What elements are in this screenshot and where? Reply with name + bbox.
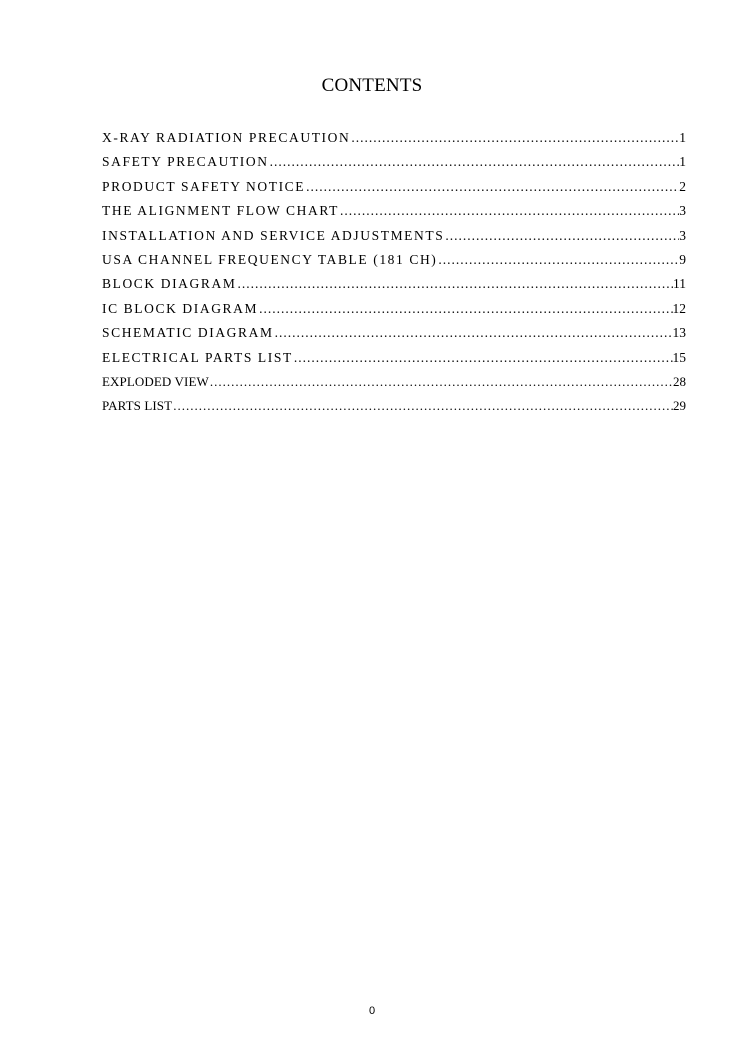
toc-entry-xray-radiation-precaution[interactable]	[102, 126, 686, 150]
dot-leader	[293, 346, 673, 370]
toc-entry-parts-list[interactable]	[102, 394, 686, 418]
toc-entry-block-diagram[interactable]	[102, 272, 686, 296]
toc-entry-page: 1	[679, 130, 686, 145]
toc-entry-label: USA CHANNEL FREQUENCY TABLE (181 CH)	[102, 251, 438, 267]
toc-entry-label: PARTS LIST	[102, 398, 173, 414]
toc-entry-page: 28	[673, 373, 686, 389]
toc-entry-alignment-flow-chart[interactable]	[102, 199, 686, 223]
footer-page-number: 0	[368, 1005, 376, 1017]
page-title: CONTENTS	[321, 75, 423, 96]
dot-leader	[269, 150, 680, 174]
toc-entry-safety-precaution[interactable]	[102, 150, 686, 174]
toc-entry-page: 2	[679, 178, 686, 194]
toc-entry-page: 1	[679, 154, 686, 170]
toc-entry-label: BLOCK DIAGRAM	[102, 276, 237, 292]
toc-entry-label: SAFETY PRECAUTION	[102, 154, 269, 170]
dot-leader	[274, 321, 673, 345]
dot-leader	[339, 199, 679, 223]
toc-entry-label: EXPLODED VIEW	[102, 373, 209, 389]
toc-entry-label: PRODUCT SAFETY NOTICE	[102, 178, 306, 194]
toc-entry-page: 3	[679, 203, 686, 219]
toc-entry-label: X-RAY RADIATION PRECAUTION	[102, 130, 351, 145]
toc-entry-schematic-diagram[interactable]	[102, 321, 686, 345]
toc-entry-page: 13	[672, 325, 686, 341]
toc-entry-exploded-view[interactable]	[102, 370, 686, 394]
dot-leader	[305, 175, 679, 199]
toc-entry-page: 12	[672, 300, 686, 316]
dot-leader	[172, 394, 673, 418]
toc-entry-page: 3	[679, 227, 686, 243]
toc-entry-installation-service-adjustments[interactable]	[102, 224, 686, 248]
toc-entry-electrical-parts-list[interactable]	[102, 346, 686, 370]
toc-entry-page: 11	[673, 276, 686, 292]
dot-leader	[258, 297, 672, 321]
dot-leader	[350, 126, 679, 150]
toc-entry-label: ELECTRICAL PARTS LIST	[102, 349, 293, 365]
toc-entry-label: THE ALIGNMENT FLOW CHART	[102, 203, 339, 219]
toc-entry-page: 15	[672, 349, 686, 365]
toc-entry-product-safety-notice[interactable]	[102, 175, 686, 199]
toc-entry-ic-block-diagram[interactable]	[102, 297, 686, 321]
dot-leader	[209, 370, 673, 394]
toc-entry-label: IC BLOCK DIAGRAM	[102, 300, 259, 316]
toc-entry-page: 29	[673, 398, 686, 414]
toc-entry-label: INSTALLATION AND SERVICE ADJUSTMENTS	[102, 227, 445, 243]
dot-leader	[444, 224, 679, 248]
dot-leader	[236, 272, 673, 296]
toc-entry-usa-channel-frequency-table[interactable]	[102, 248, 686, 272]
table-of-contents	[102, 126, 686, 419]
toc-entry-page: 9	[679, 251, 686, 267]
dot-leader	[437, 248, 679, 272]
toc-entry-label: SCHEMATIC DIAGRAM	[102, 325, 274, 341]
